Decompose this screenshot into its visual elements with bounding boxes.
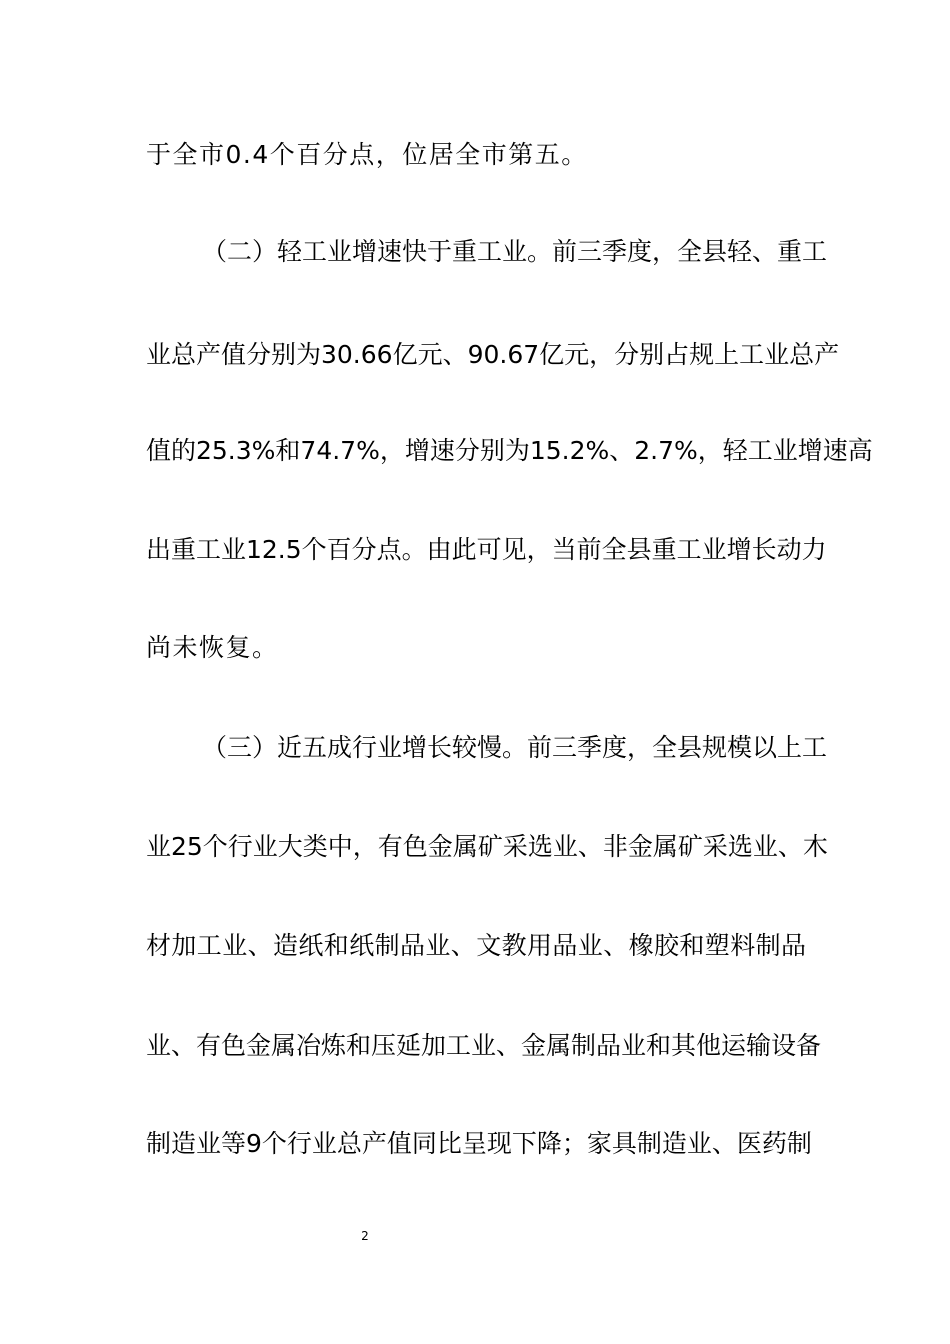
text-line: 业25个行业大类中，有色金属矿采选业、非金属矿采选业、木 bbox=[146, 832, 828, 861]
paragraph-heading-line: （二）轻工业增速快于重工业。前三季度，全县轻、重工 bbox=[202, 237, 828, 266]
text-line: 业、有色金属冶炼和压延加工业、金属制品业和其他运输设备 bbox=[146, 1031, 822, 1060]
text-line: 于全市0.4个百分点，位居全市第五。 bbox=[146, 140, 588, 169]
page-number: 2 bbox=[361, 1229, 369, 1243]
text-line: 值的25.3%和74.7%，增速分别为15.2%、2.7%，轻工业增速高 bbox=[146, 436, 873, 465]
text-line: 材加工业、造纸和纸制品业、文教用品业、橡胶和塑料制品 bbox=[146, 931, 806, 960]
text-line: 制造业等9个行业总产值同比呈现下降；家具制造业、医药制 bbox=[146, 1129, 812, 1158]
paragraph-heading-line: （三）近五成行业增长较慢。前三季度，全县规模以上工 bbox=[202, 733, 828, 762]
text-line: 业总产值分别为30.66亿元、90.67亿元，分别占规上工业总产 bbox=[146, 340, 840, 369]
text-line: 尚未恢复。 bbox=[146, 633, 279, 662]
text-line: 出重工业12.5个百分点。由此可见，当前全县重工业增长动力 bbox=[146, 535, 827, 564]
